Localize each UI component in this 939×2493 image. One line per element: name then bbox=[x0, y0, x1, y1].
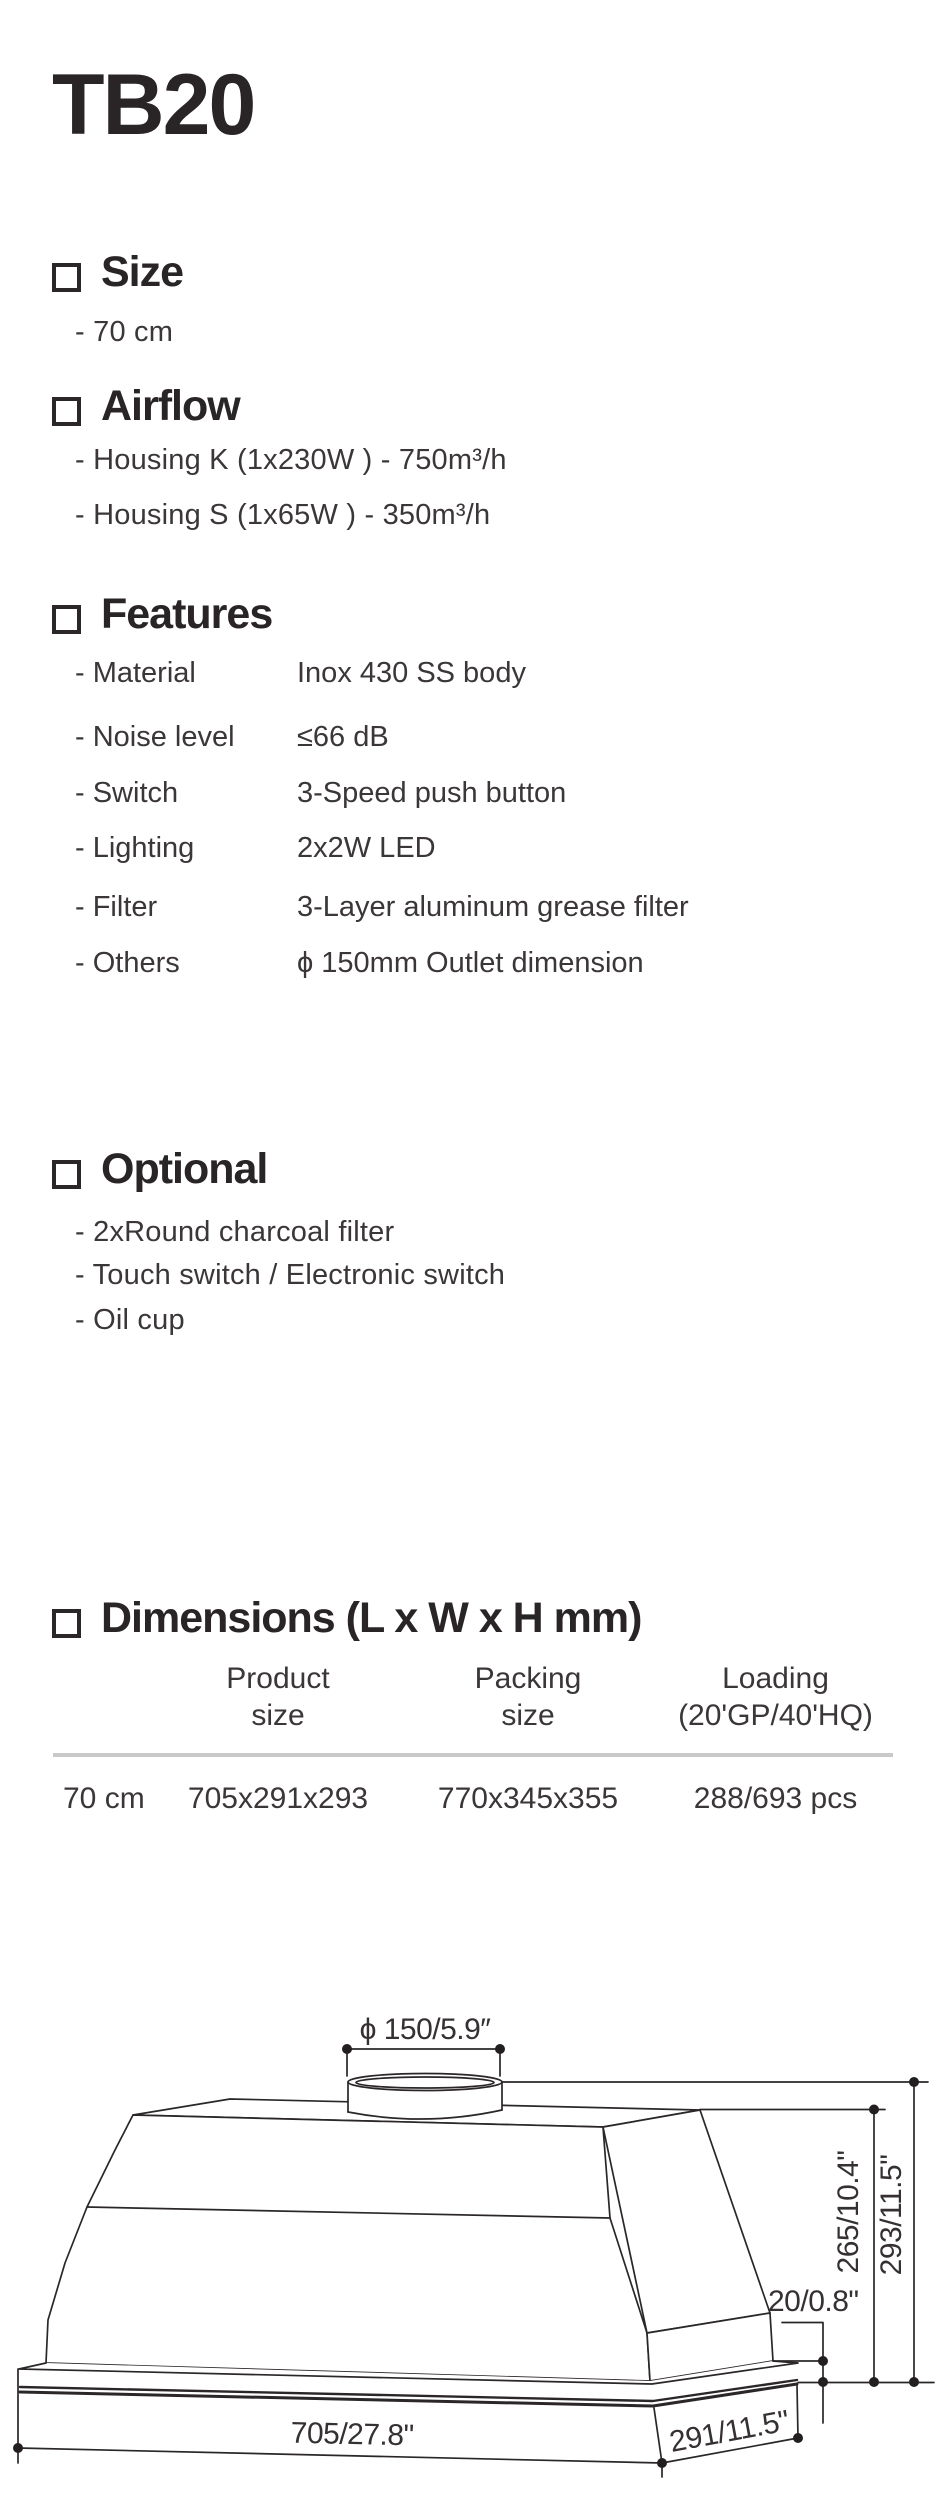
feature-value: 3-Speed push button bbox=[297, 777, 567, 809]
dim-depth-label: 291/11.5" bbox=[666, 2404, 792, 2459]
feature-value: 3-Layer aluminum grease filter bbox=[297, 891, 689, 923]
cell-product-size: 705x291x293 bbox=[187, 1782, 369, 1815]
optional-item: - 2xRound charcoal filter bbox=[75, 1216, 395, 1248]
feature-label: - Switch bbox=[75, 777, 179, 809]
airflow-item: - Housing S (1x65W ) - 350m³/h bbox=[75, 499, 491, 531]
cell-loading: 288/693 pcs bbox=[693, 1782, 858, 1815]
cell-packing-size: 770x345x355 bbox=[437, 1782, 619, 1815]
dim-step-label: 20/0.8" bbox=[768, 2285, 859, 2318]
section-size-label: Size bbox=[101, 248, 184, 296]
feature-value: ≤66 dB bbox=[297, 721, 389, 753]
square-bullet-icon bbox=[52, 263, 81, 292]
dim-outlet-diameter-label: ϕ 150/5.9″ bbox=[359, 2013, 491, 2046]
section-airflow-label: Airflow bbox=[101, 382, 240, 430]
header-packing-size: Packing size bbox=[474, 1662, 582, 1733]
square-bullet-icon bbox=[52, 1609, 81, 1638]
feature-label: - Material bbox=[75, 657, 196, 689]
dim-inner-height-label: 265/10.4" bbox=[832, 2150, 865, 2274]
optional-item: - Oil cup bbox=[75, 1304, 185, 1336]
optional-item: - Touch switch / Electronic switch bbox=[75, 1259, 506, 1291]
hood-front-face bbox=[46, 2115, 650, 2381]
airflow-item: - Housing K (1x230W ) - 750m³/h bbox=[75, 444, 507, 476]
section-optional-heading bbox=[52, 1146, 267, 1193]
table-divider bbox=[53, 1753, 893, 1757]
square-bullet-icon bbox=[52, 605, 81, 634]
section-features-heading bbox=[52, 591, 272, 638]
product-model-title: TB20 bbox=[52, 57, 255, 153]
header-loading: Loading (20'GP/40'HQ) bbox=[678, 1662, 873, 1733]
dim-width-label: 705/27.8" bbox=[290, 2416, 415, 2453]
section-dimensions-label: Dimensions (L x W x H mm) bbox=[101, 1594, 642, 1642]
dimensions-table-header bbox=[53, 1660, 898, 1734]
square-bullet-icon bbox=[52, 397, 81, 426]
header-product-size: Product size bbox=[226, 1662, 330, 1733]
feature-label: - Noise level bbox=[75, 721, 235, 753]
cell-size: 70 cm bbox=[63, 1782, 145, 1815]
section-airflow-heading bbox=[52, 383, 240, 430]
size-item: - 70 cm bbox=[75, 316, 174, 348]
header-empty bbox=[53, 1660, 153, 1734]
feature-label: - Others bbox=[75, 947, 180, 979]
feature-value: 2x2W LED bbox=[297, 832, 436, 864]
table-row bbox=[53, 1782, 898, 1816]
dim-total-height-label: 293/11.5" bbox=[875, 2154, 908, 2276]
technical-drawing bbox=[0, 1950, 939, 2493]
section-dimensions-heading bbox=[52, 1595, 641, 1642]
section-size-heading bbox=[52, 249, 183, 296]
square-bullet-icon bbox=[52, 1160, 81, 1189]
feature-value: Inox 430 SS body bbox=[297, 657, 526, 689]
feature-value: ϕ 150mm Outlet dimension bbox=[297, 947, 644, 979]
section-features-label: Features bbox=[101, 590, 273, 638]
feature-label: - Lighting bbox=[75, 832, 195, 864]
feature-label: - Filter bbox=[75, 891, 158, 923]
section-optional-label: Optional bbox=[101, 1145, 268, 1193]
